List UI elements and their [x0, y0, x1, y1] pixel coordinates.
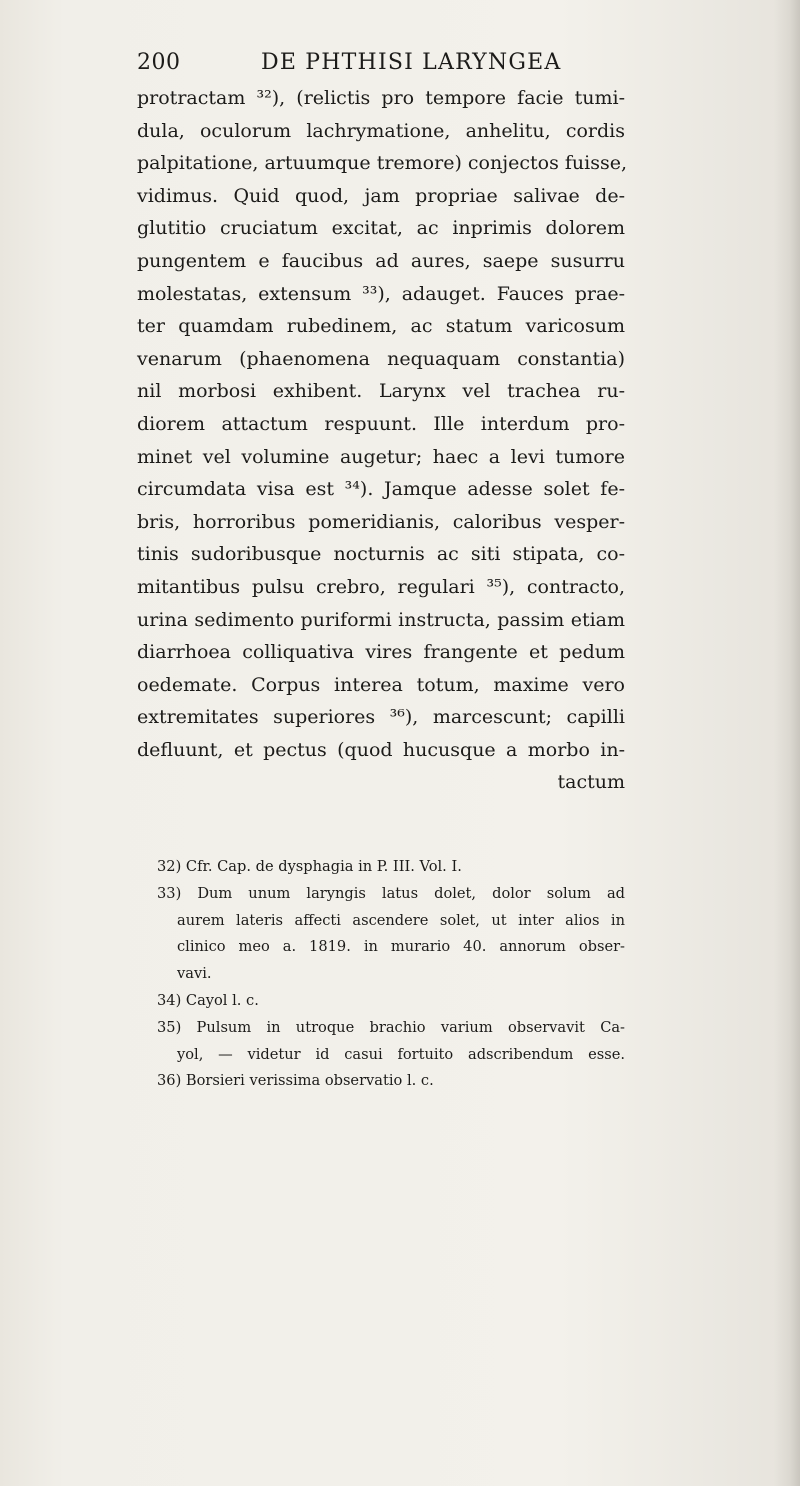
catchword: tactum	[557, 771, 625, 794]
text-line: pungentem e faucibus ad aures, saepe susurru	[137, 249, 625, 272]
footnote-36: 36) Borsieri verissima observatio l. c.	[157, 1072, 434, 1090]
text-line: molestatas, extensum ³³), adauget. Fauces prae-	[137, 282, 625, 305]
text-line: vidimus. Quid quod, jam propriae salivae de-	[137, 184, 625, 207]
text-line: protractam ³²), (relictis pro tempore facie tumi-	[137, 87, 625, 109]
footnote-34: 34) Cayol l. c.	[157, 991, 259, 1009]
text-line: ter quamdam rubedinem, ac statum varicosum	[137, 315, 625, 338]
text-line: glutitio cruciatum excitat, ac inprimis dolorem	[137, 217, 625, 240]
text-line: diorem attactum respuunt. Ille interdum pro-	[137, 412, 625, 435]
footnote-33-cont: aurem lateris affecti ascendere solet, ut inter alios in	[177, 911, 625, 929]
text-line: urina sedimento puriformi instructa, passim etiam	[137, 608, 625, 631]
running-title: DE PHTHISI LARYNGEA	[261, 50, 562, 75]
text-line: oedemate. Corpus interea totum, maxime vero	[137, 673, 625, 696]
footnote-35: 35) Pulsum in utroque brachio varium observavit Ca-	[157, 1018, 625, 1036]
text-line: dula, oculorum lachrymatione, anhelitu, cordis	[137, 119, 625, 142]
text-line: diarrhoea colliquativa vires frangente et pedum	[137, 641, 625, 664]
text-line: palpitatione, artuumque tremore) conjectos fuisse,	[137, 152, 627, 175]
text-line: venarum (phaenomena nequaquam constantia)	[137, 347, 625, 370]
text-line: circumdata visa est ³⁴). Jamque adesse solet fe-	[137, 478, 625, 501]
text-line: nil morbosi exhibent. Larynx vel trachea ru-	[137, 380, 625, 403]
text-line: minet vel volumine augetur; haec a levi tumore	[137, 445, 625, 468]
footnote-33-cont: vavi.	[177, 965, 212, 983]
text-line: extremitates superiores ³⁶), marcescunt; capilli	[137, 706, 625, 729]
main-text	[137, 82, 625, 799]
text-line: tinis sudoribusque nocturnis ac siti stipata, co-	[137, 543, 625, 566]
footnote-32: 32) Cfr. Cap. de dysphagia in P. III. Vol. I.	[157, 858, 462, 875]
footnote-33: 33) Dum unum laryngis latus dolet, dolor solum ad	[157, 884, 625, 902]
page-header	[137, 50, 625, 82]
footnote-35-cont: yol, — videtur id casui fortuito adscribendum esse.	[177, 1045, 625, 1063]
footnotes	[137, 854, 625, 1095]
page-number: 200	[137, 50, 181, 75]
text-line: bris, horroribus pomeridianis, caloribus vesper-	[137, 510, 625, 533]
text-line: mitantibus pulsu crebro, regulari ³⁵), contracto,	[137, 575, 625, 598]
footnote-33-cont: clinico meo a. 1819. in murario 40. annorum obser-	[177, 938, 625, 956]
text-line: defluunt, et pectus (quod hucusque a morbo in-	[137, 738, 625, 761]
page-edge-shadow	[774, 0, 800, 1486]
